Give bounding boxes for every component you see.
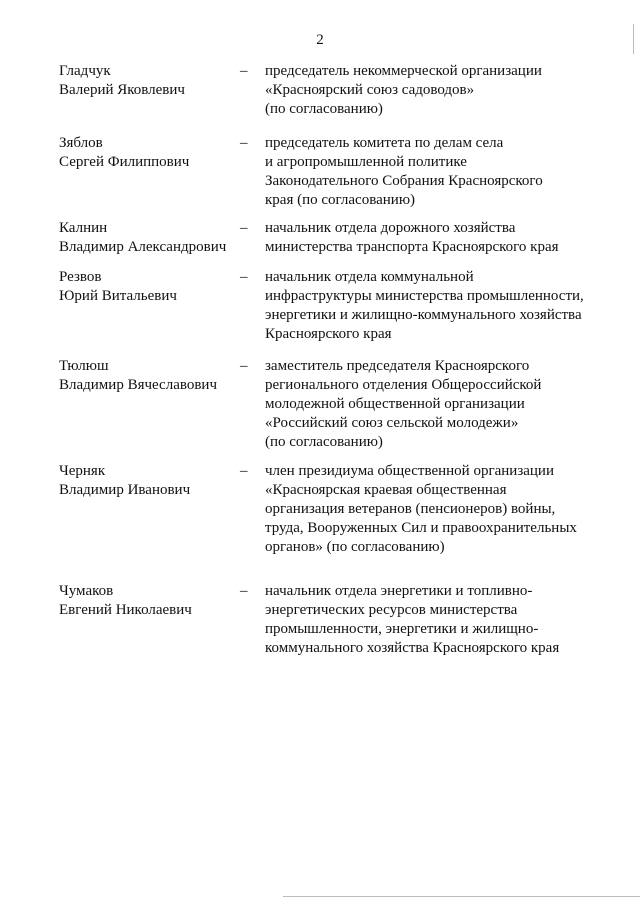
separator-dash: – <box>240 463 248 479</box>
position-line: Красноярского края <box>265 326 392 342</box>
position-line: труда, Вооруженных Сил и правоохранительных <box>265 520 577 536</box>
position-line: начальник отдела коммунальной <box>265 269 474 285</box>
member-position <box>265 62 635 119</box>
member-name <box>59 462 239 500</box>
member-surname: Зяблов <box>59 135 103 151</box>
member-surname: Тюлюш <box>59 358 109 374</box>
position-line: края (по согласованию) <box>265 192 416 208</box>
position-line: энергетики и жилищно-коммунального хозяйства <box>265 307 582 323</box>
member-surname: Гладчук <box>59 63 111 79</box>
member-position <box>265 462 635 557</box>
member-given-name: Евгений Николаевич <box>59 602 192 618</box>
position-line: член президиума общественной организации <box>265 463 554 479</box>
member-position <box>265 357 635 452</box>
position-line: и агропромышленной политике <box>265 154 467 170</box>
separator-dash: – <box>240 269 248 285</box>
member-position <box>265 582 635 658</box>
member-given-name: Валерий Яковлевич <box>59 82 185 98</box>
member-surname: Резвов <box>59 269 102 285</box>
position-line: «Красноярский союз садоводов» <box>265 82 475 98</box>
position-line: председатель некоммерческой организации <box>265 63 542 79</box>
position-line: (по согласованию) <box>265 101 383 117</box>
member-name <box>59 219 239 257</box>
position-line: энергетических ресурсов министерства <box>265 602 518 618</box>
position-line: Законодательного Собрания Красноярского <box>265 173 543 189</box>
separator-dash: – <box>240 135 248 151</box>
position-line: (по согласованию) <box>265 434 383 450</box>
member-surname: Чумаков <box>59 583 114 599</box>
member-name <box>59 582 239 620</box>
member-given-name: Сергей Филиппович <box>59 154 190 170</box>
position-line: заместитель председателя Красноярского <box>265 358 530 374</box>
member-given-name: Владимир Иванович <box>59 482 191 498</box>
position-line: молодежной общественной организации <box>265 396 525 412</box>
position-line: министерства транспорта Красноярского края <box>265 239 559 255</box>
member-given-name: Владимир Вячеславович <box>59 377 217 393</box>
position-line: инфраструктуры министерства промышленности, <box>265 288 584 304</box>
position-line: регионального отделения Общероссийской <box>265 377 542 393</box>
position-line: органов» (по согласованию) <box>265 539 445 555</box>
member-position <box>265 219 635 257</box>
position-line: начальник отдела дорожного хозяйства <box>265 220 516 236</box>
member-position <box>265 268 635 344</box>
position-line: коммунального хозяйства Красноярского края <box>265 640 560 656</box>
position-line: промышленности, энергетики и жилищно- <box>265 621 539 637</box>
member-given-name: Владимир Александрович <box>59 239 227 255</box>
member-position <box>265 134 635 210</box>
member-surname: Калнин <box>59 220 108 236</box>
member-given-name: Юрий Витальевич <box>59 288 177 304</box>
separator-dash: – <box>240 220 248 236</box>
scan-bottom-rule <box>283 896 640 897</box>
position-line: организация ветеранов (пенсионеров) войны, <box>265 501 556 517</box>
position-line: начальник отдела энергетики и топливно- <box>265 583 533 599</box>
page-number: 2 <box>316 32 324 48</box>
position-line: «Российский союз сельской молодежи» <box>265 415 519 431</box>
member-name <box>59 357 239 395</box>
position-line: председатель комитета по делам села <box>265 135 504 151</box>
position-line: «Красноярская краевая общественная <box>265 482 507 498</box>
member-name <box>59 134 239 172</box>
separator-dash: – <box>240 358 248 374</box>
separator-dash: – <box>240 63 248 79</box>
separator-dash: – <box>240 583 248 599</box>
member-surname: Черняк <box>59 463 106 479</box>
member-name <box>59 62 239 100</box>
member-name <box>59 268 239 306</box>
